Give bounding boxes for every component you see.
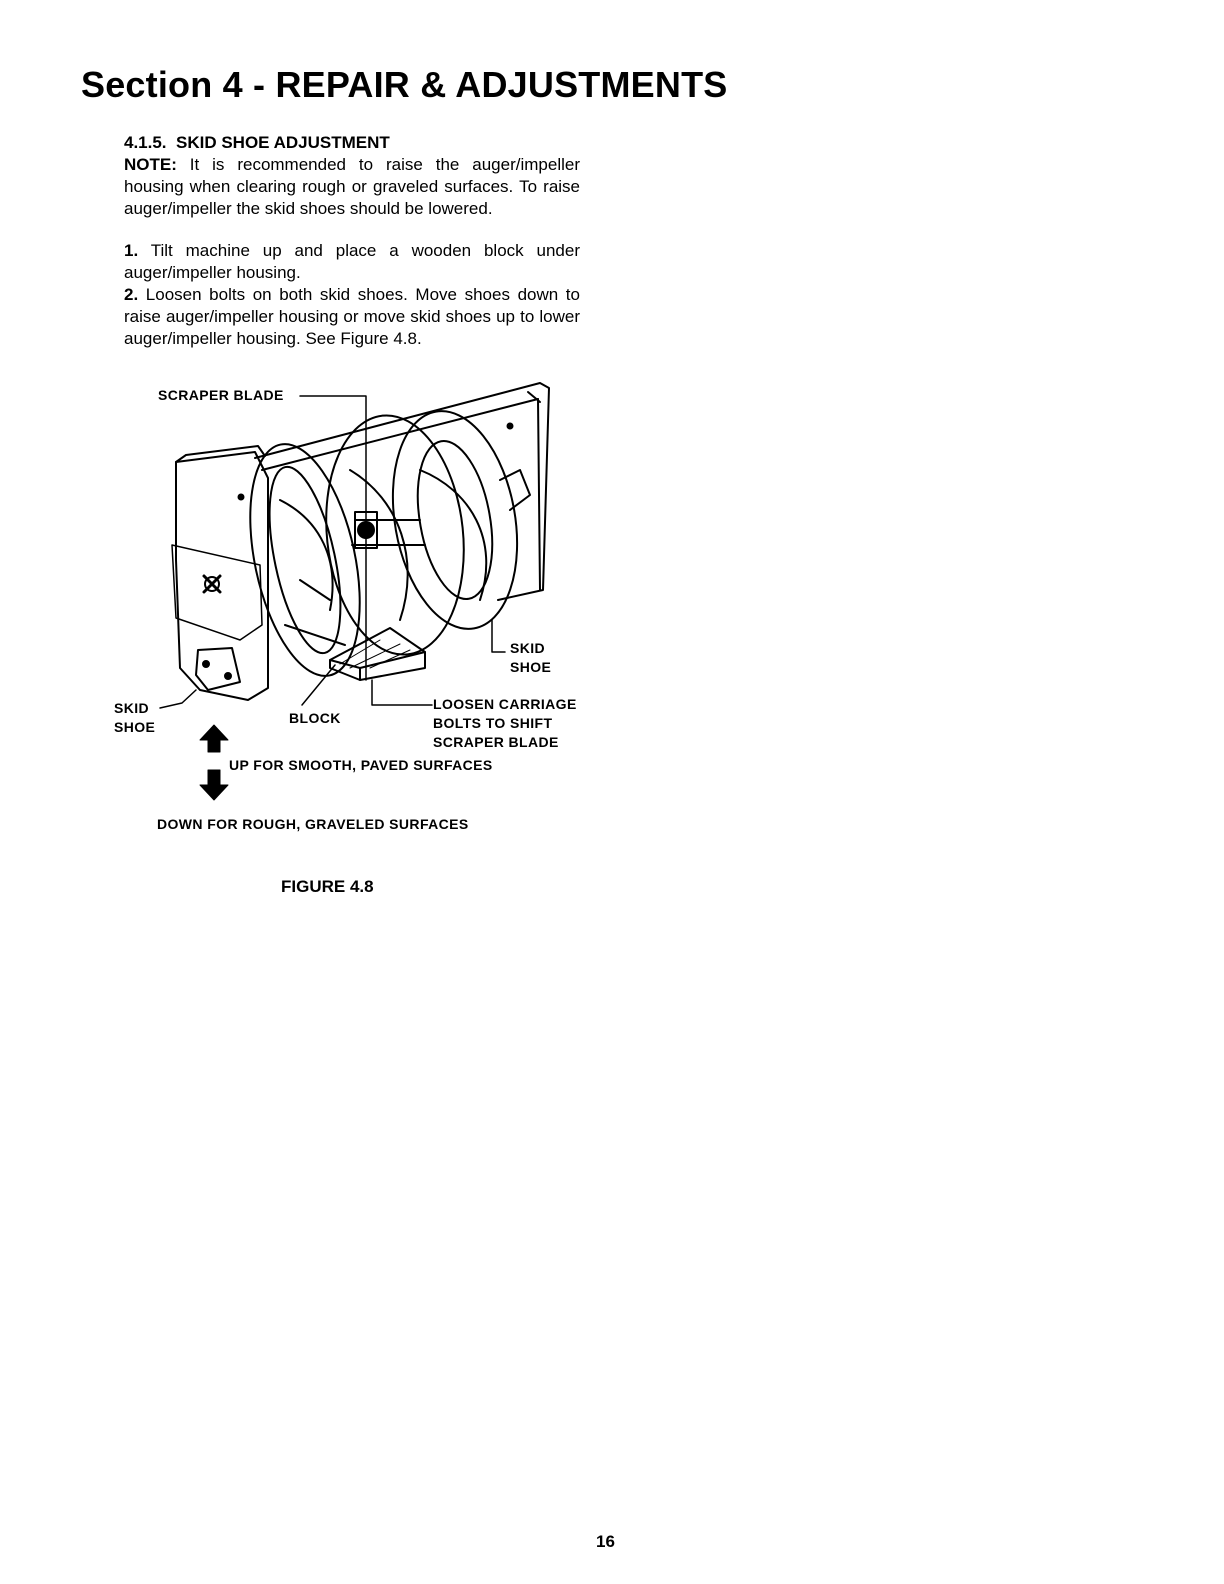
label-loosen-2: BOLTS TO SHIFT xyxy=(433,715,553,731)
skid-shoe-left xyxy=(196,648,240,690)
page-number: 16 xyxy=(596,1532,615,1551)
up-arrow-icon xyxy=(200,725,228,752)
note-label: NOTE: xyxy=(124,155,177,174)
label-skid-shoe-right-2: SHOE xyxy=(510,659,552,675)
step-number: 2. xyxy=(124,285,139,304)
label-up: UP FOR SMOOTH, PAVED SURFACES xyxy=(229,757,493,773)
step-text: Loosen bolts on both skid shoes. Move shoes down to raise auger/impeller housing or move skid shoes up to lower auger/impeller housing. See Figure 4.8. xyxy=(124,285,580,348)
step-text: Tilt machine up and place a wooden block under auger/impeller housing. xyxy=(124,241,581,282)
label-loosen-3: SCRAPER BLADE xyxy=(433,734,559,750)
subsection-title: SKID SHOE ADJUSTMENT xyxy=(176,133,390,152)
figure-caption: FIGURE 4.8 xyxy=(281,877,374,896)
label-scraper-blade: SCRAPER BLADE xyxy=(158,387,284,403)
label-block: BLOCK xyxy=(289,710,341,726)
label-skid-shoe-right-1: SKID xyxy=(510,640,546,656)
label-down: DOWN FOR ROUGH, GRAVELED SURFACES xyxy=(157,816,469,832)
section-title: Section 4 - REPAIR & ADJUSTMENTS xyxy=(81,64,728,105)
subsection-number: 4.1.5. xyxy=(124,133,167,152)
auger-impeller xyxy=(232,401,534,686)
down-arrow-icon xyxy=(200,770,228,800)
step-number: 1. xyxy=(124,241,139,260)
label-skid-shoe-left-2: SHOE xyxy=(114,719,156,735)
label-skid-shoe-left-1: SKID xyxy=(114,700,150,716)
label-loosen-1: LOOSEN CARRIAGE xyxy=(433,696,577,712)
note-text: It is recommended to raise the auger/impeller housing when clearing rough or graveled surfaces. To raise auger/impeller the skid shoes should be lowered. xyxy=(124,155,580,218)
